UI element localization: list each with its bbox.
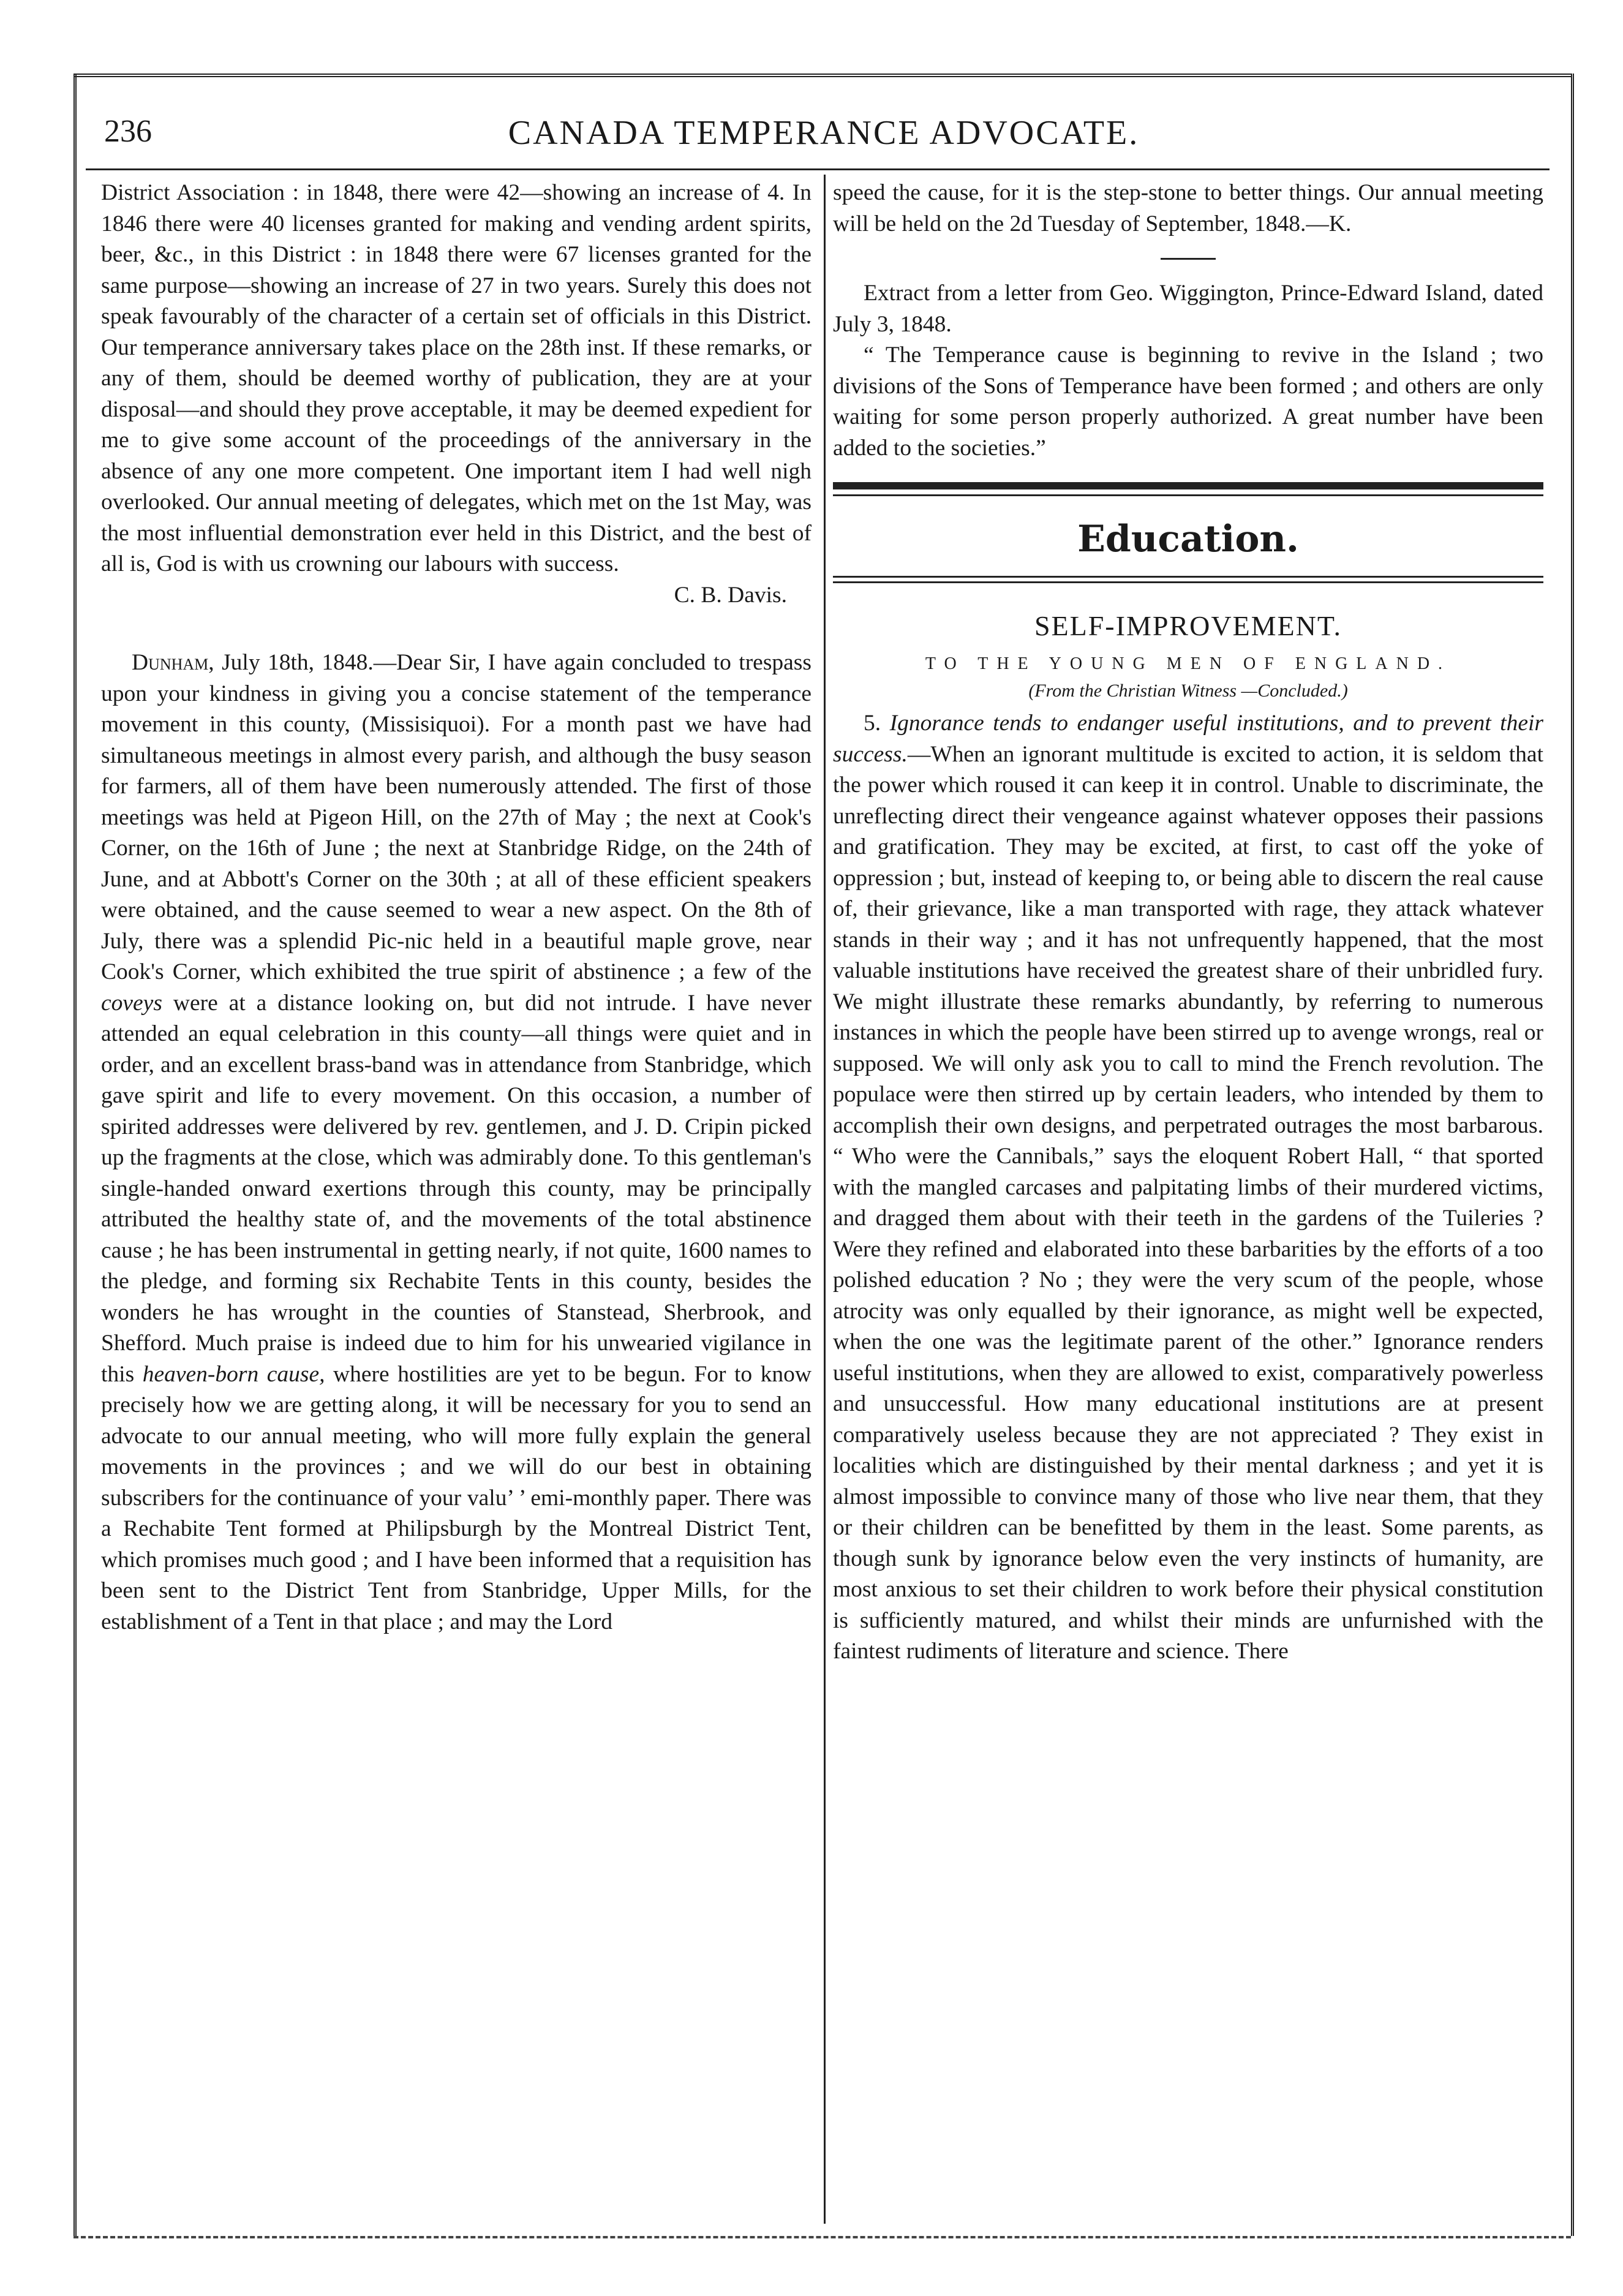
section-rule: [833, 576, 1543, 578]
short-rule: [1161, 258, 1216, 260]
text-run: were at a distance looking on, but did not intrude. I have never attended an equal celebration in this county—all things were quiet and in order, and an excellent brass-band was in attendance from Stanbridge, which gave spirit and life to every movement. On this occasion, a number of spirited addresses were delivered by rev. gentlemen, and J. D. Cripin picked up the fragments at the close, which was admirably done. To this gentleman's single-handed onward exertions through this county, may be principally attributed the healthy state of, and the movements of the total abstinence cause ; he has been instrumental in getting nearly, if not quite, 1600 names to the pledge, and forming six Rechabite Tents in this county, besides the wonders he has wrought in the counties of Stanstead, Sherbrook, and Shefford. Much praise is indeed due to him for his unwearied vigilance in this: [101, 990, 812, 1387]
extract-quote: “ The Temperance cause is beginning to revive in the Island ; two divisions of the Sons of Temperance have been formed ; and others are only waiting for some person properly authorized. A great number have been added to the societies.”: [833, 342, 1543, 461]
section-heading: Education.: [1077, 518, 1299, 561]
page-header: [98, 107, 1550, 162]
section-rule-thin: [833, 494, 1543, 496]
column-divider: [824, 175, 826, 2224]
extract-intro: Extract from a letter from Geo. Wiggington, Prince-Edward Island, dated July 3, 1848.: [833, 281, 1543, 337]
section-rule: [833, 581, 1543, 583]
left-paragraph-1: District Association : in 1848, there were 42—showing an increase of 4. In 1846 there were 40 licenses granted for making and vending ardent spirits, beer, &c., in this District : in 1848 there were 67 licenses granted for the same purpose—showing an increase of 27 in two years. Surely this does not speak favourably of the character of a certain set of officials in this District. Our temperance anniversary takes place on the 28th inst. If these remarks, or any of them, should be deemed worthy of publication, they are at your disposal—and should they prove acceptable, it may be deemed expedient for me to give some account of the proceedings of the anniversary in the absence of any one more competent. One important item I had well nigh overlooked. Our annual meeting of delegates, which met on the 1st May, was the most influential demonstration ever held in this District, and the best of all is, God is with us crowning our labours with success.: [101, 180, 812, 576]
text-run: where hostilities are yet to be begun. For to know precisely how we are getting along, it will be necessary for you to send an advocate to our annual meeting, who will more fully explain the general movements in the provinces ; and we will do our best in obtaining subscribers for the continuance of your valu’ ’ emi-monthly paper. There was a Rechabite Tent formed at Philipsburgh by the Montreal District Tent, which promises much good ; and I have been informed that a requisition has been sent to the District Tent from Stanbridge, Upper Mills, for the establishment of a Tent in that place ; and may the Lord: [101, 1361, 812, 1634]
left-column: [101, 178, 812, 1637]
spacer: [101, 611, 812, 648]
italic-run: heaven-born cause,: [142, 1361, 325, 1387]
running-title: CANADA TEMPERANCE ADVOCATE.: [508, 114, 1140, 152]
bottom-border-rule: [73, 2236, 1571, 2238]
text-run: —When an ignorant multitude is excited to action, it is seldom that the power which roused it can keep it in control. Unable to discriminate, the unreflecting direct their vengeance against whatever opposes their passions and gratification. They may be excited, at first, to cast off the yoke of oppression ; but, instead of keeping to, or being able to discern the real cause of, their grievance, like a man transported with rage, they attack whatever stands in their way ; and it has not unfrequently happened, that the most valuable institutions have received the greatest share of their unbridled fury. We might illustrate these remarks abundantly, by referring to numerous instances in which the people have been stirred up to avenge wrongs, real or supposed. We will only ask you to call to mind the French revolution. The populace were then stirred up by certain leaders, who intended by them to accomplish their own designs, and perpetrated outrages the most barbarous. “ Who were the Cannibals,” says the eloquent Robert Hall, “ that sported with the mangled carcases and palpitating limbs of their murdered victims, and dragged them about with their teeth in the gardens of the Tuileries ? Were they refined and elaborated into these barbarities by the efforts of a too polished education ? No ; they were the very scum of the people, whose atrocity was only equalled by their ignorance, as might well be expected, when the one was the legitimate parent of the other.” Ignorance renders useful institutions, when they are allowed to exist, comparatively powerless and unsuccessful. How many educational institutions are at present comparatively useless because they are not appreciated ? They exist in localities which are distinguished by their mental darkness ; and yet it is almost impossible to convince many of those who live near them, that they or their children can be benefitted by them in the least. Some parents, as though sunk by ignorance below even the very instincts of humanity, are most anxious to set their children to work before their physical constitution is sufficiently matured, and whilst their minds are unfurnished with the faintest rudiments of literature and science. There: [833, 741, 1543, 1664]
point-number: 5.: [864, 711, 890, 736]
letter-signature: C. B. Davis.: [674, 582, 787, 608]
dateline: Dunham,: [132, 650, 214, 675]
right-paragraph-1: speed the cause, for it is the step-stone to better things. Our annual meeting will be held on the 2d Tuesday of September, 1848.—K.: [833, 180, 1543, 236]
left-paragraph-2: [101, 648, 812, 1637]
article-subtitle: TO THE YOUNG MEN OF ENGLAND.: [925, 654, 1452, 673]
article-source: (From the Christian Witness —Concluded.): [1028, 681, 1348, 701]
page-number: 236: [104, 114, 152, 149]
italic-run: Ignorance tends to endanger useful institutions, and to prevent their success.: [833, 711, 1543, 767]
italic-run: coveys: [101, 990, 162, 1016]
text-run: July 18th, 1848.—Dear Sir, I have again concluded to trespass upon your kindness in giving you a concise statement of the temperance movement in this county, (Missisiquoi). For a month past we have had simultaneous meetings in almost every parish, and although the busy season for farmers, all of them have been numerously attended. The first of those meetings was held at Pigeon Hill, on the 27th of May ; the next at Cook's Corner, on the 16th of June ; the next at Stanbridge Ridge, on the 24th of June, and at Abbott's Corner on the 30th ; at all of these efficient speakers were obtained, and the cause seemed to wear a new aspect. On the 8th of July, there was a splendid Pic-nic held in a beautiful maple grove, near Cook's Corner, which exhibited the true spirit of abstinence ; a few of the: [101, 650, 812, 984]
article-title: SELF-IMPROVEMENT.: [1034, 610, 1342, 641]
section-rule-thick: [833, 482, 1543, 489]
right-column: [833, 178, 1543, 1667]
header-rule: [86, 168, 1550, 170]
article-paragraph: [833, 708, 1543, 1667]
